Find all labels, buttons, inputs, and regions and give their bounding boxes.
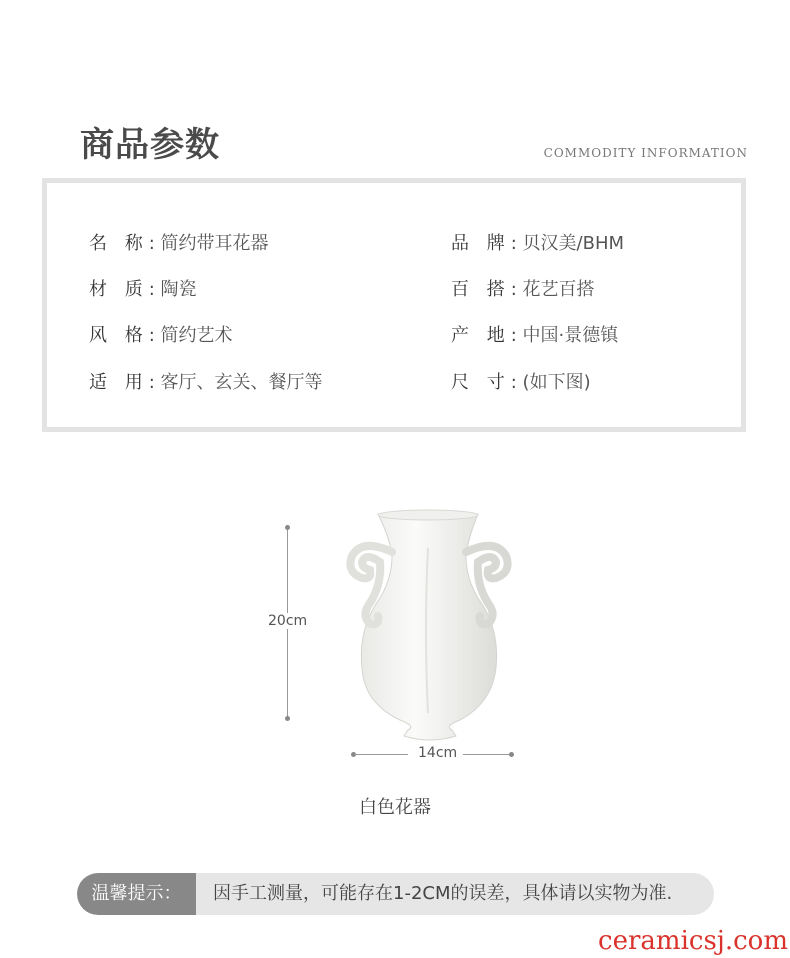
page-subtitle: COMMODITY INFORMATION — [543, 146, 748, 160]
spec-sep: : — [510, 325, 517, 346]
spec-row-style — [89, 321, 233, 347]
spec-value: 简约带耳花器 — [160, 233, 269, 254]
spec-row-origin — [451, 321, 618, 347]
spec-label: 风 格 — [89, 325, 149, 346]
spec-value: (如下图) — [522, 372, 591, 393]
dimension-dot — [285, 716, 290, 721]
spec-box — [42, 178, 746, 432]
spec-sep: : — [148, 279, 155, 300]
notice-text: 因手工测量，可能存在1-2CM的误差，具体请以实物为准. — [213, 883, 673, 904]
spec-row-size — [451, 368, 591, 394]
height-label: 20cm — [268, 613, 308, 629]
spec-value: 客厅、玄关、餐厅等 — [160, 372, 323, 393]
spec-sep: : — [148, 372, 155, 393]
dimension-dot — [285, 525, 290, 530]
spec-sep: : — [510, 279, 517, 300]
spec-sep: : — [148, 325, 155, 346]
dimension-dot — [509, 752, 514, 757]
spec-row-material — [89, 275, 197, 301]
spec-value: 陶瓷 — [160, 279, 197, 300]
notice-bar — [77, 873, 714, 915]
spec-label: 百 搭 — [451, 279, 511, 300]
page-title: 商品参数 — [80, 125, 220, 165]
spec-label: 品 牌 — [451, 233, 511, 254]
spec-value: 中国·景德镇 — [522, 325, 619, 346]
spec-label: 尺 寸 — [451, 372, 511, 393]
product-figure — [0, 480, 790, 820]
width-dimension-line — [354, 754, 408, 755]
spec-sep: : — [510, 233, 517, 254]
spec-row-name — [89, 229, 269, 255]
spec-value: 贝汉美/BHM — [522, 233, 625, 254]
spec-label: 适 用 — [89, 372, 149, 393]
spec-label: 材 质 — [89, 279, 149, 300]
spec-label: 产 地 — [451, 325, 511, 346]
spec-row-brand — [451, 229, 624, 255]
watermark: ceramicsj.com — [598, 926, 788, 956]
notice-tag: 温馨提示： — [77, 873, 196, 915]
width-dimension-line — [463, 754, 511, 755]
spec-row-match — [451, 275, 595, 301]
spec-label: 名 称 — [89, 233, 149, 254]
spec-value: 简约艺术 — [160, 325, 233, 346]
vase-image — [340, 508, 520, 748]
product-caption: 白色花器 — [359, 797, 431, 818]
spec-value: 花艺百搭 — [522, 279, 595, 300]
width-label: 14cm — [418, 745, 458, 761]
spec-sep: : — [148, 233, 155, 254]
spec-sep: : — [510, 372, 517, 393]
spec-row-usage — [89, 368, 323, 394]
